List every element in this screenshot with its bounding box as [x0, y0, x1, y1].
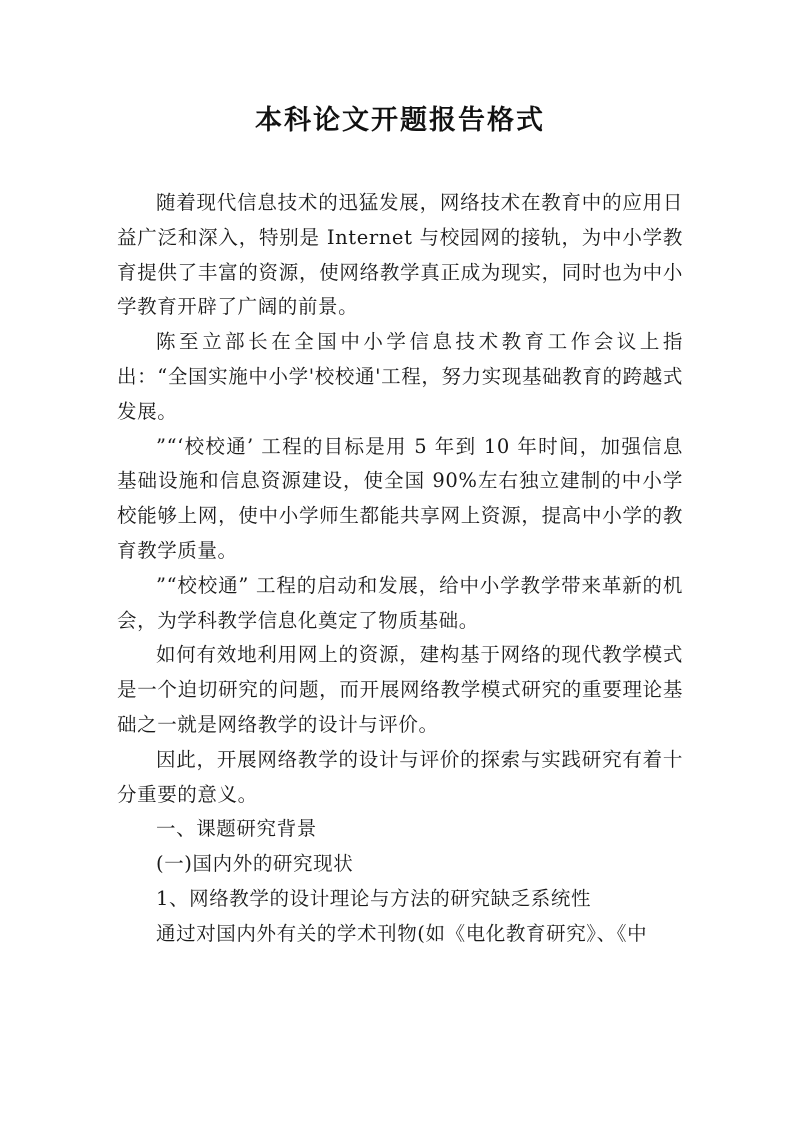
document-title: 本科论文开题报告格式: [255, 105, 545, 136]
paragraph: 因此，开展网络教学的设计与评价的探索与实践研究有着十分重要的意义。: [117, 747, 683, 806]
paragraph: 如何有效地利用网上的资源，建构基于网络的现代教学模式是一个迫切研究的问题，而开展网络教学模式研究的重要理论基础之一就是网络教学的设计与评价。: [117, 643, 683, 736]
section-heading: 一、课题研究背景: [156, 817, 317, 841]
paragraph: 随着现代信息技术的迅猛发展，网络技术在教育中的应用日益广泛和深入，特别是 Internet 与校园网的接轨，为中小学教育提供了丰富的资源，使网络教学真正成为现实，同时也为中小学教育开辟了广阔的前景。: [117, 191, 683, 319]
paragraph: 陈至立部长在全国中小学信息技术教育工作会议上指出：“全国实施中小学'校校通'工程，努力实现基础教育的跨越式发展。: [117, 330, 683, 423]
document-body: [117, 186, 683, 952]
subsubsection-heading: 1、网络教学的设计理论与方法的研究缺乏系统性: [156, 886, 592, 910]
paragraph: ”“‘校校通’ 工程的目标是用 5 年到 10 年时间，加强信息基础设施和信息资源建设，使全国 90%左右独立建制的中小学校能够上网，使中小学师生都能共享网上资源，提高中小学的教育教学质量。: [117, 434, 683, 562]
paragraph: 通过对国内外有关的学术刊物(如《电化教育研究》、《中: [156, 921, 648, 945]
subsection-heading: (一)国内外的研究现状: [156, 852, 354, 876]
paragraph: ”“校校通” 工程的启动和发展，给中小学教学带来革新的机会，为学科教学信息化奠定了物质基础。: [117, 573, 683, 632]
